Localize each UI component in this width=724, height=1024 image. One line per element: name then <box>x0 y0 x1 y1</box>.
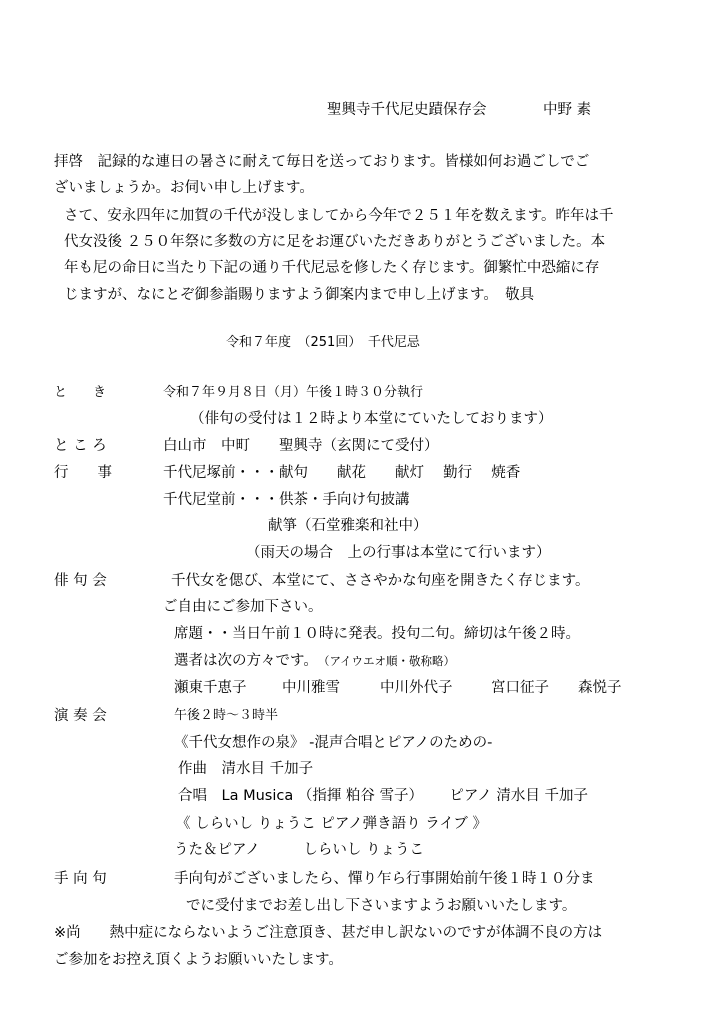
haikukai-label: 俳 句 会 <box>54 573 107 589</box>
letter-line: ざいましょうか。お伺い申し上げます。 <box>54 180 314 196</box>
tokoro-value: 白山市 中町 聖興寺（玄関にて受付） <box>163 438 439 454</box>
letter-line: さて、安永四年に加賀の千代が没しましてから今年で２５１年を数えます。昨年は千 <box>64 208 614 224</box>
selector-note: （アイウエオ順・敬称略） <box>318 654 455 668</box>
toki-value: 令和７年９月８日（月）午後１時３０分執行 <box>163 385 424 400</box>
tamuke-label: 手 向 句 <box>54 871 107 887</box>
selector-name: 瀬東千恵子 <box>174 680 247 696</box>
haikukai-line: ご自由にご参加下さい。 <box>163 599 323 615</box>
closing-note: ※尚 熱中症にならないようご注意頂き、甚だ申し訳ないのですが体調不良の方は <box>54 925 603 941</box>
letter-line: 拝啓 記録的な連日の暑さに耐えて毎日を送っております。皆様如何お過ごしでご <box>54 154 590 170</box>
gyoji-line: 千代尼堂前・・・供茶・手向け句披講 <box>163 492 410 508</box>
gyoji-line: 千代尼塚前・・・献句 献花 献灯 勤行 焼香 <box>163 465 521 481</box>
haikukai-line: 席題・・当日午前１０時に発表。投句二句。締切は午後２時。 <box>174 626 580 642</box>
selector-name: 宮口征子 <box>491 680 549 696</box>
toki-label: と き <box>54 385 107 400</box>
letter-line: じますが、なにとぞ御参詣賜りますよう御案内まで申し上げます。 敬具 <box>64 287 535 303</box>
sender-org: 聖興寺千代尼史蹟保存会 <box>327 102 487 118</box>
gyoji-line: 献箏（石堂雅楽和社中） <box>268 518 428 534</box>
ensokai-line: 作曲 清水目 千加子 <box>178 761 314 777</box>
letter-line: 年も尼の命日に当たり下記の通り千代尼忌を修したく存じます。御繁忙中恐縮に存 <box>64 260 600 276</box>
selector-name: 中川外代子 <box>380 680 453 696</box>
haikukai-line: 千代女を偲び、本堂にて、ささやかな句座を開きたく存じます。 <box>171 573 590 589</box>
toki-note: （俳句の受付は１２時より本堂にていたしております） <box>190 411 553 427</box>
ensokai-line: 合唱 La Musica （指揮 粕谷 雪子） ピアノ 清水目 千加子 <box>178 788 588 804</box>
selector-name: 森悦子 <box>578 680 622 696</box>
letter-line: 代女没後 ２５０年祭に多数の方に足をお運びいただきありがとうございました。本 <box>64 234 606 250</box>
tokoro-label: と こ ろ <box>54 438 107 454</box>
haikukai-line: 選者は次の方々です。 <box>174 653 318 669</box>
selector-name: 中川雅雪 <box>282 680 340 696</box>
sender-name: 中野 素 <box>543 102 592 118</box>
gyoji-label: 行 事 <box>54 465 112 481</box>
closing-note: ご参加をお控え頂くようお願いいたします。 <box>54 952 343 968</box>
tamuke-line: 手向句がございましたら、憚り乍ら行事開始前午後１時１０分ま <box>174 871 595 887</box>
ensokai-label: 演 奏 会 <box>54 708 107 724</box>
ensokai-line: 午後２時～３時半 <box>174 708 279 723</box>
ensokai-line: 《 しらいし りょうこ ピアノ弾き語り ライブ 》 <box>176 816 488 832</box>
gyoji-line: （雨天の場合 上の行事は本堂にて行います） <box>246 545 551 561</box>
ensokai-line: うた＆ピアノ しらいし りょうこ <box>174 842 424 858</box>
event-title: 令和７年度 （251回） 千代尼忌 <box>226 335 420 350</box>
ensokai-line: 《千代女想作の泉》 -混声合唱とピアノのための- <box>174 735 493 751</box>
tamuke-line: でに受付までお差し出し下さいますようお願いいたします。 <box>186 898 577 914</box>
